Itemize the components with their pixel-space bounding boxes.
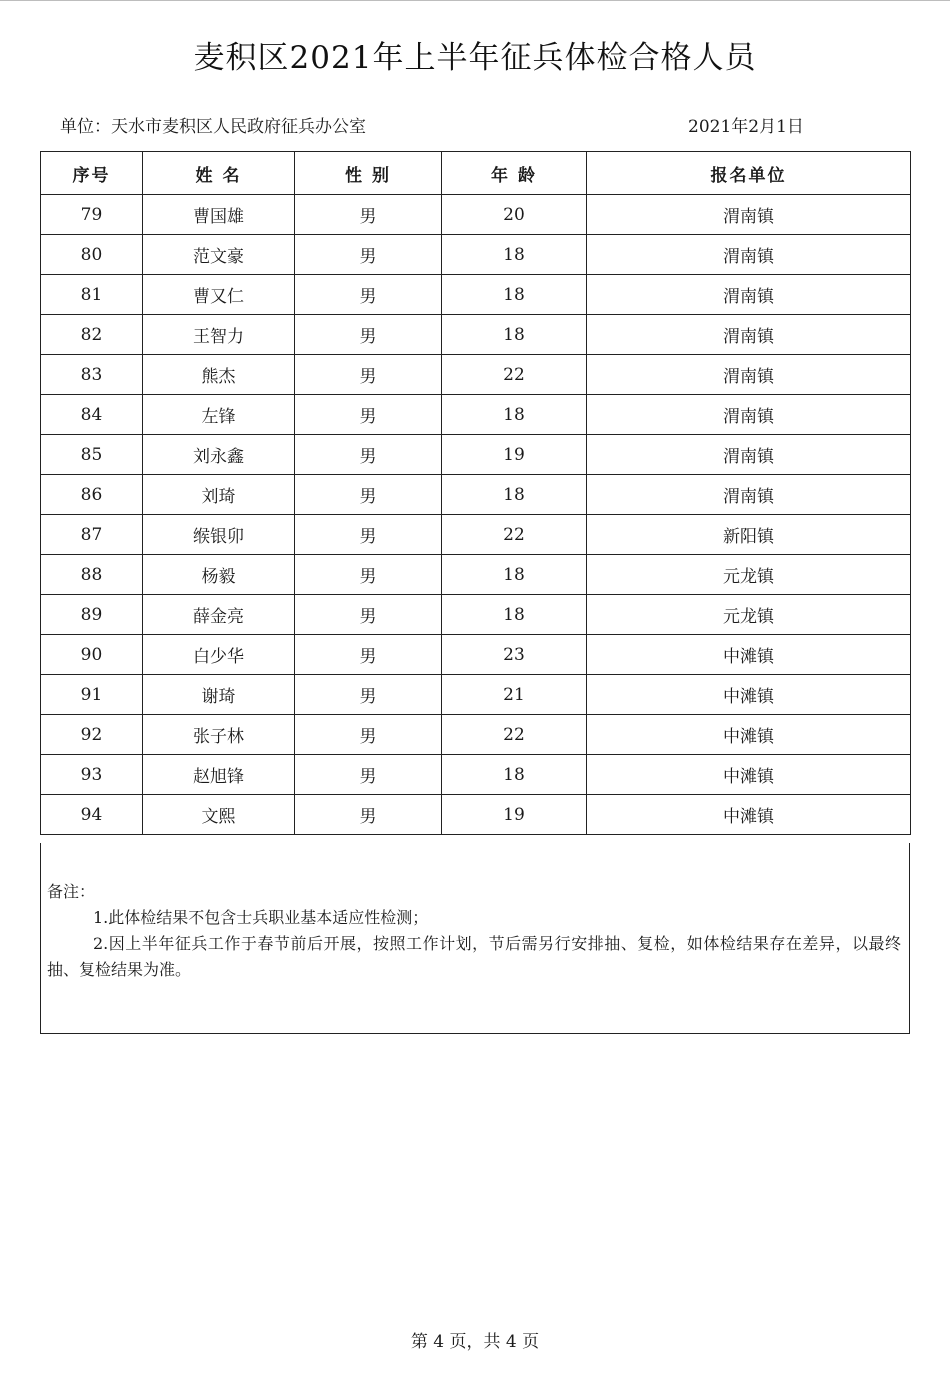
remarks-label: 备注： bbox=[47, 882, 96, 901]
table-row bbox=[41, 675, 911, 715]
cell-gender: 男 bbox=[295, 275, 442, 315]
cell-age: 22 bbox=[442, 715, 587, 755]
table-row bbox=[41, 795, 911, 835]
issuing-unit: 单位：天水市麦积区人民政府征兵办公室 bbox=[60, 117, 366, 137]
cell-name: 曹又仁 bbox=[143, 275, 295, 315]
cell-gender: 男 bbox=[295, 755, 442, 795]
cell-name: 曹国雄 bbox=[143, 195, 295, 235]
cell-name: 左锋 bbox=[143, 395, 295, 435]
cell-gender: 男 bbox=[295, 515, 442, 555]
table-row bbox=[41, 275, 911, 315]
cell-serial-number: 90 bbox=[41, 635, 143, 675]
cell-gender: 男 bbox=[295, 395, 442, 435]
cell-serial-number: 91 bbox=[41, 675, 143, 715]
table-row bbox=[41, 715, 911, 755]
cell-gender: 男 bbox=[295, 675, 442, 715]
cell-serial-number: 81 bbox=[41, 275, 143, 315]
cell-registration-unit: 元龙镇 bbox=[587, 595, 911, 635]
cell-registration-unit: 渭南镇 bbox=[587, 355, 911, 395]
table-row bbox=[41, 195, 911, 235]
cell-registration-unit: 中滩镇 bbox=[587, 755, 911, 795]
cell-registration-unit: 元龙镇 bbox=[587, 555, 911, 595]
cell-age: 18 bbox=[442, 235, 587, 275]
table-row bbox=[41, 555, 911, 595]
header-name: 姓 名 bbox=[143, 152, 295, 195]
page-number: 第 4 页，共 4 页 bbox=[410, 1332, 540, 1352]
table-row bbox=[41, 595, 911, 635]
document-date: 2021年2月1日 bbox=[688, 117, 804, 137]
cell-name: 杨毅 bbox=[143, 555, 295, 595]
cell-name: 白少华 bbox=[143, 635, 295, 675]
cell-age: 20 bbox=[442, 195, 587, 235]
cell-registration-unit: 渭南镇 bbox=[587, 395, 911, 435]
cell-serial-number: 89 bbox=[41, 595, 143, 635]
cell-serial-number: 85 bbox=[41, 435, 143, 475]
cell-gender: 男 bbox=[295, 315, 442, 355]
cell-registration-unit: 渭南镇 bbox=[587, 475, 911, 515]
cell-serial-number: 93 bbox=[41, 755, 143, 795]
cell-registration-unit: 渭南镇 bbox=[587, 315, 911, 355]
cell-age: 18 bbox=[442, 595, 587, 635]
cell-name: 范文豪 bbox=[143, 235, 295, 275]
table-row bbox=[41, 315, 911, 355]
qualified-personnel-table bbox=[40, 151, 911, 835]
cell-name: 熊杰 bbox=[143, 355, 295, 395]
table-row bbox=[41, 635, 911, 675]
remarks-box bbox=[40, 843, 910, 1034]
cell-name: 缑银卯 bbox=[143, 515, 295, 555]
cell-gender: 男 bbox=[295, 475, 442, 515]
cell-serial-number: 92 bbox=[41, 715, 143, 755]
table-header-row bbox=[41, 152, 911, 195]
remark-item-1: 1.此体检结果不包含士兵职业基本适应性检测； bbox=[93, 908, 429, 927]
cell-age: 19 bbox=[442, 795, 587, 835]
cell-age: 23 bbox=[442, 635, 587, 675]
cell-serial-number: 80 bbox=[41, 235, 143, 275]
cell-gender: 男 bbox=[295, 595, 442, 635]
cell-serial-number: 84 bbox=[41, 395, 143, 435]
cell-age: 22 bbox=[442, 515, 587, 555]
cell-age: 18 bbox=[442, 275, 587, 315]
cell-registration-unit: 中滩镇 bbox=[587, 795, 911, 835]
cell-name: 谢琦 bbox=[143, 675, 295, 715]
remark-item-2: 2.因上半年征兵工作于春节前后开展，按照工作计划，节后需另行安排抽、复检，如体检结果存在差异，以最终抽、复检结果为准。 bbox=[47, 934, 901, 979]
cell-age: 18 bbox=[442, 315, 587, 355]
cell-serial-number: 94 bbox=[41, 795, 143, 835]
cell-serial-number: 87 bbox=[41, 515, 143, 555]
cell-gender: 男 bbox=[295, 635, 442, 675]
table-row bbox=[41, 475, 911, 515]
cell-serial-number: 79 bbox=[41, 195, 143, 235]
header-serial-number: 序号 bbox=[41, 152, 143, 195]
cell-gender: 男 bbox=[295, 235, 442, 275]
cell-registration-unit: 渭南镇 bbox=[587, 235, 911, 275]
cell-gender: 男 bbox=[295, 555, 442, 595]
header-age: 年 龄 bbox=[442, 152, 587, 195]
top-rule bbox=[0, 0, 950, 1]
cell-serial-number: 86 bbox=[41, 475, 143, 515]
header-registration-unit: 报名单位 bbox=[587, 152, 911, 195]
cell-registration-unit: 渭南镇 bbox=[587, 275, 911, 315]
document-title: 麦积区2021年上半年征兵体检合格人员 bbox=[193, 40, 757, 76]
cell-registration-unit: 渭南镇 bbox=[587, 435, 911, 475]
cell-age: 18 bbox=[442, 755, 587, 795]
cell-name: 刘琦 bbox=[143, 475, 295, 515]
cell-name: 刘永鑫 bbox=[143, 435, 295, 475]
cell-age: 21 bbox=[442, 675, 587, 715]
cell-registration-unit: 新阳镇 bbox=[587, 515, 911, 555]
cell-age: 19 bbox=[442, 435, 587, 475]
cell-gender: 男 bbox=[295, 795, 442, 835]
cell-name: 张子林 bbox=[143, 715, 295, 755]
cell-gender: 男 bbox=[295, 195, 442, 235]
cell-age: 18 bbox=[442, 555, 587, 595]
table-row bbox=[41, 755, 911, 795]
cell-gender: 男 bbox=[295, 715, 442, 755]
cell-name: 赵旭锋 bbox=[143, 755, 295, 795]
cell-serial-number: 82 bbox=[41, 315, 143, 355]
table-row bbox=[41, 515, 911, 555]
cell-age: 22 bbox=[442, 355, 587, 395]
cell-age: 18 bbox=[442, 475, 587, 515]
cell-gender: 男 bbox=[295, 435, 442, 475]
cell-name: 薛金亮 bbox=[143, 595, 295, 635]
header-gender: 性 别 bbox=[295, 152, 442, 195]
cell-serial-number: 88 bbox=[41, 555, 143, 595]
cell-serial-number: 83 bbox=[41, 355, 143, 395]
cell-gender: 男 bbox=[295, 355, 442, 395]
cell-registration-unit: 中滩镇 bbox=[587, 635, 911, 675]
table-row bbox=[41, 395, 911, 435]
table-row bbox=[41, 355, 911, 395]
table-row bbox=[41, 235, 911, 275]
cell-name: 王智力 bbox=[143, 315, 295, 355]
table-row bbox=[41, 435, 911, 475]
cell-registration-unit: 中滩镇 bbox=[587, 715, 911, 755]
cell-registration-unit: 渭南镇 bbox=[587, 195, 911, 235]
cell-registration-unit: 中滩镇 bbox=[587, 675, 911, 715]
cell-name: 文熙 bbox=[143, 795, 295, 835]
cell-age: 18 bbox=[442, 395, 587, 435]
